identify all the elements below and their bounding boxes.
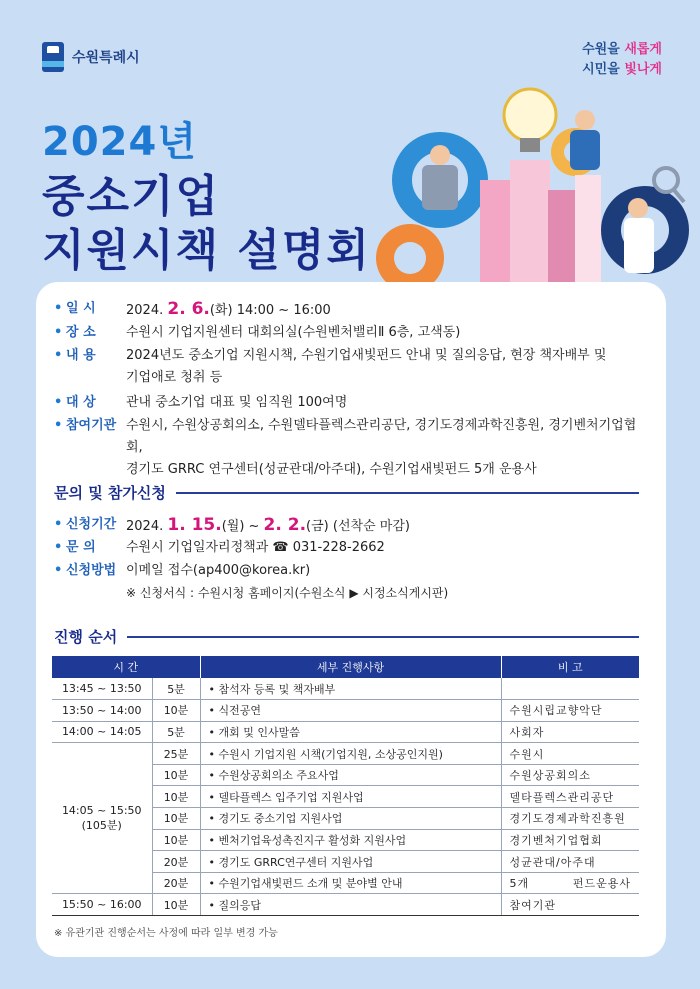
businessman-figure [570,110,600,170]
info-place: • 장 소 수원시 기업지원센터 대회의실(수원벤처밸리Ⅱ 6층, 고색동) [54,322,646,344]
method-note: ※ 신청서식 : 수원시청 홈페이지(수원소식 ▶ 시정소식게시판) [126,586,449,600]
col-note: 비 고 [501,656,639,678]
inquiry-heading: 문의 및 참가신청 [54,482,639,503]
table-row: 13:45 ~ 13:50 5분 • 참석자 등록 및 책자배부 [52,678,639,700]
info-label: 일 시 [66,301,96,316]
city-logo [42,42,140,72]
date-highlight: 1. 15. [167,515,222,535]
table-row: 20분 • 경기도 GRRC연구센터 지원사업 성균관대/아주대 [52,851,639,873]
slogan-highlight: 빛나게 [624,62,662,77]
slogan-text: 시민을 [582,62,625,77]
inquiry-contact: • 문 의 수원시 기업일자리정책과 ☎ 031-228-2662 [54,537,646,559]
divider [127,636,639,638]
logo-text: 수원특례시 [72,50,140,66]
date-highlight: 2. 6. [167,299,210,319]
gear-icon [376,224,444,290]
table-row: 14:05 ~ 15:50 (105분) 25분 • 수원시 기업지원 시책(기업지원, 소상공인지원) 수원시 [52,743,639,765]
building-icon [480,180,512,290]
slogan-highlight: 새롭게 [624,42,662,57]
col-detail: 세부 진행사항 [200,656,501,678]
table-row: 10분 • 벤처기업육성촉진지구 활성화 지원사업 경기벤처기업협회 [52,829,639,851]
schedule-heading: 진행 순서 [54,626,639,647]
slogan [582,40,662,80]
table-header-row [52,656,639,678]
lightbulb-icon [504,89,556,152]
title-line-1: 중소기업 [42,171,221,222]
table-row: 14:00 ~ 14:05 5분 • 개회 및 인사말씀 사회자 [52,721,639,743]
info-label: 대 상 [66,395,96,410]
date-highlight: 2. 2. [263,515,307,535]
business-illustration [370,80,690,290]
info-label: 내 용 [66,348,96,363]
building-icon [510,160,550,290]
table-row: 13:50 ~ 14:00 10분 • 식전공연 수원시립교향악단 [52,700,639,722]
info-label: 신청기간 [66,517,117,532]
schedule-table [52,656,639,916]
info-content: • 내 용 2024년도 중소기업 지원시책, 수원기업새빛펀드 안내 및 질의응답, 현장 책자배부 및 기업애로 청취 등 [54,345,646,389]
building-icon [548,190,578,290]
info-label: 신청방법 [66,563,117,578]
table-row: 15:50 ~ 16:00 10분 • 질의응답 참여기관 [52,894,639,916]
inquiry-method: • 신청방법 이메일 접수(ap400@korea.kr) ※ 신청서식 : 수원시청 홈페이지(수원소식 ▶ 시정소식게시판) [54,560,646,605]
slogan-text: 수원을 [582,42,625,57]
table-row: 10분 • 수원상공회의소 주요사업 수원상공회의소 [52,764,639,786]
table-row: 10분 • 델타플렉스 입주기업 지원사업 델타플렉스관리공단 [52,786,639,808]
email-text: 이메일 접수(ap400@korea.kr) [126,563,311,578]
info-orgs: • 참여기관 수원시, 수원상공회의소, 수원델타플렉스관리공단, 경기도경제과학진흥원, 경기벤처기업협회, 경기도 GRRC 연구센터(성균관대/아주대), 수원기업새빛펀드 5개 운용사 [54,415,646,481]
info-card [36,282,666,957]
building-icon [575,175,601,290]
col-time: 시 간 [52,656,200,678]
table-row: 10분 • 경기도 중소기업 지원사업 경기도경제과학진흥원 [52,808,639,830]
schedule-footnote: ※ 유관기관 진행순서는 사정에 따라 일부 변경 가능 [54,928,278,939]
inquiry-period: • 신청기간 2024. 1. 15.(월) ~ 2. 2.(금) (선착순 마감) [54,514,646,538]
info-label: 문 의 [66,540,96,555]
table-row: 20분 • 수원기업새빛펀드 소개 및 분야별 안내 5개 펀드운용사 [52,872,639,894]
suwon-emblem-icon [42,42,64,72]
info-target: • 대 상 관내 중소기업 대표 및 임직원 100여명 [54,392,646,414]
title-year: 2024년 [42,119,197,165]
info-date: • 일 시 2024. 2. 6.(화) 14:00 ~ 16:00 [54,298,646,322]
merged-time-cell: 14:05 ~ 15:50 (105분) [52,743,152,894]
divider [176,492,639,494]
info-label: 참여기관 [66,418,117,433]
info-label: 장 소 [66,325,96,340]
title-line-2: 지원시책 설명회 [42,225,371,276]
